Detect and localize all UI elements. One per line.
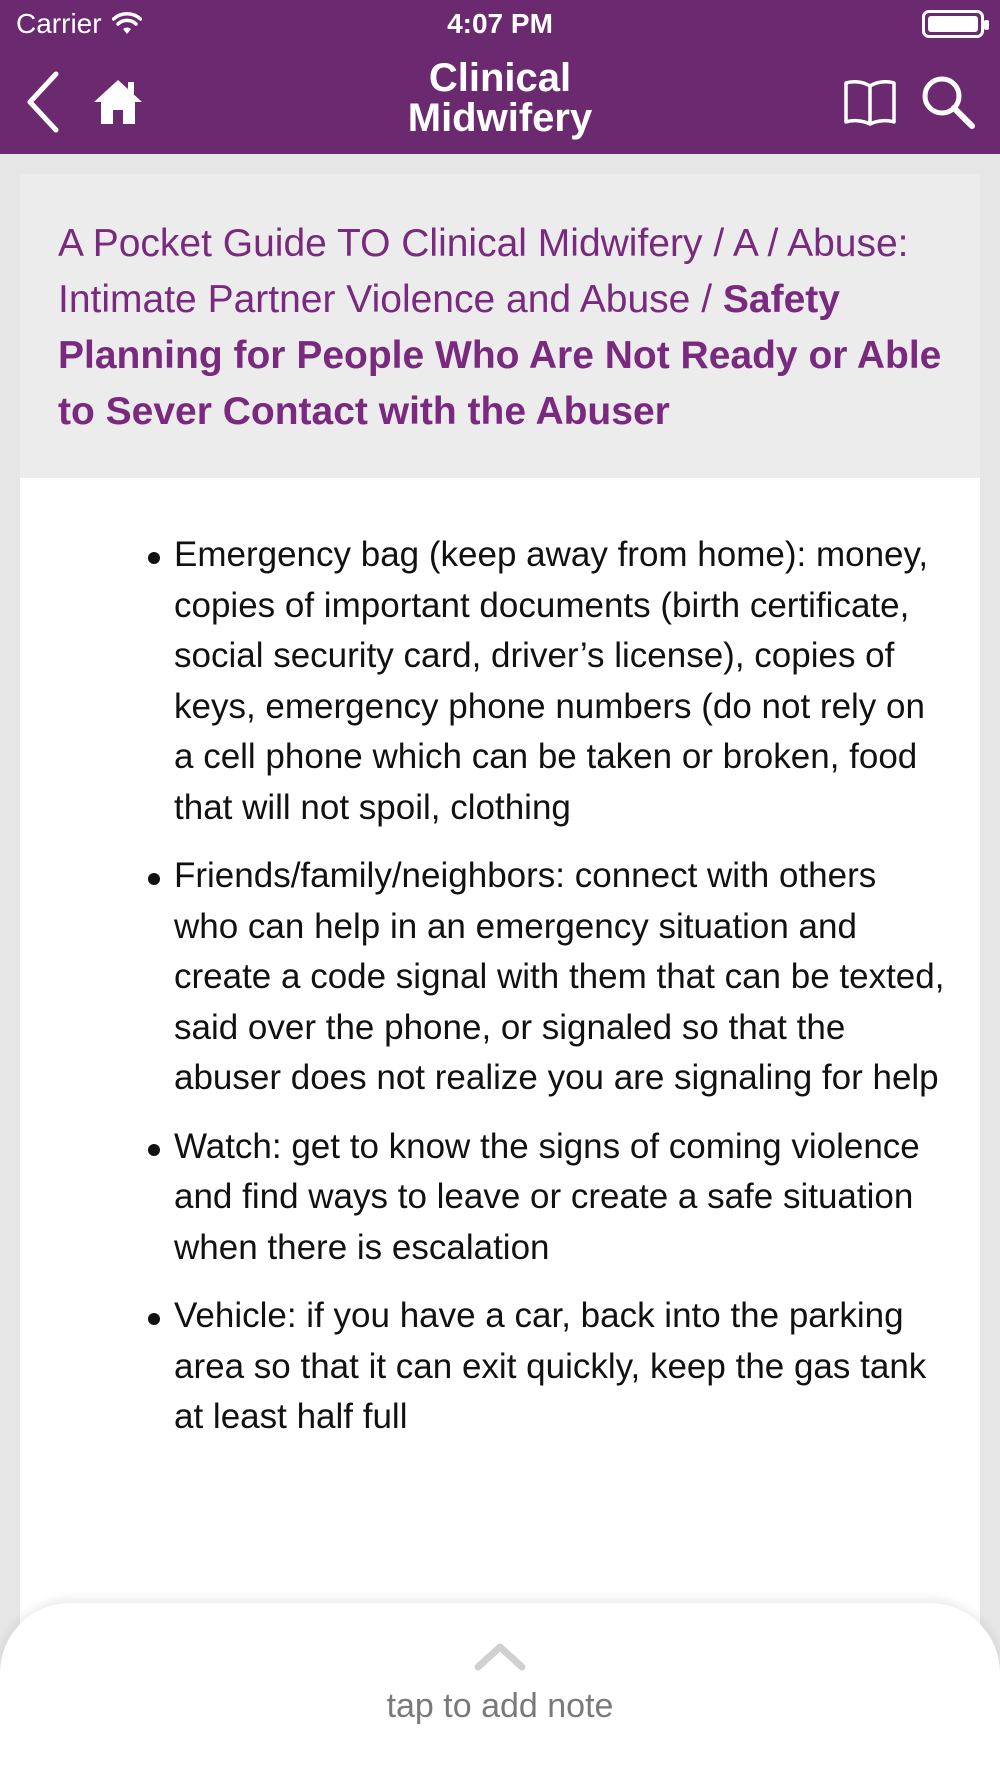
- list-item-text: Friends/family/neighbors: connect with others who can help in an emergency situation and create a code signal with them that can be texted, said over the phone, or signaled so that the abuser does not realize you are signaling for help: [174, 856, 945, 1097]
- bullet-icon: [148, 1144, 160, 1156]
- breadcrumb-container: [20, 174, 980, 478]
- bullet-icon: [148, 552, 160, 564]
- list-item: [54, 851, 946, 1104]
- list-item-text: Emergency bag (keep away from home): money, copies of important documents (birth certificate, social security card, driver’s license), copies of keys, emergency phone numbers (do not rely on a cell phone which can be taken or broken, food that will not spoil, clothing: [174, 535, 929, 827]
- breadcrumb: [58, 216, 942, 440]
- app-title-line2: Midwifery: [407, 96, 593, 140]
- breadcrumb-separator: /: [702, 222, 733, 265]
- status-time: 4:07 PM: [447, 8, 553, 39]
- chevron-up-icon: [472, 1641, 528, 1671]
- bullet-icon: [148, 1313, 160, 1325]
- battery-fill: [928, 16, 978, 32]
- list-item-text: Watch: get to know the signs of coming violence and find ways to leave or create a safe situation when there is escalation: [174, 1126, 920, 1267]
- search-button[interactable]: [920, 74, 976, 130]
- search-icon: [920, 74, 976, 130]
- content-card: [20, 174, 980, 1778]
- breadcrumb-link-abuse[interactable]: Abuse: Intimate Partner Violence and Abuse: [58, 222, 909, 321]
- list-item-text: Vehicle: if you have a car, back into the parking area so that it can exit quickly, keep the gas tank at least half full: [174, 1296, 927, 1436]
- list-item: [54, 530, 946, 833]
- list-item: [54, 1291, 946, 1443]
- breadcrumb-separator: /: [690, 278, 723, 321]
- list-item: [54, 1122, 946, 1274]
- top-bar: [0, 0, 1000, 154]
- add-note-panel[interactable]: [0, 1603, 1000, 1778]
- add-note-label: tap to add note: [386, 1687, 614, 1725]
- app-title-line1: Clinical: [428, 56, 572, 100]
- book-button[interactable]: [844, 78, 896, 126]
- breadcrumb-link-guide[interactable]: A Pocket Guide TO Clinical Midwifery: [58, 222, 703, 265]
- bullet-icon: [148, 873, 160, 885]
- book-icon: [844, 78, 896, 126]
- breadcrumb-separator: /: [756, 222, 788, 265]
- breadcrumb-link-a[interactable]: A: [732, 222, 757, 265]
- battery-icon: [922, 10, 984, 38]
- bullet-list: [54, 530, 946, 1443]
- carrier-label: Carrier: [16, 8, 102, 39]
- article-body: [20, 478, 980, 1443]
- page-title: Safety Planning for People Who Are Not Ready or Able to Sever Contact with the Abuser: [58, 278, 942, 433]
